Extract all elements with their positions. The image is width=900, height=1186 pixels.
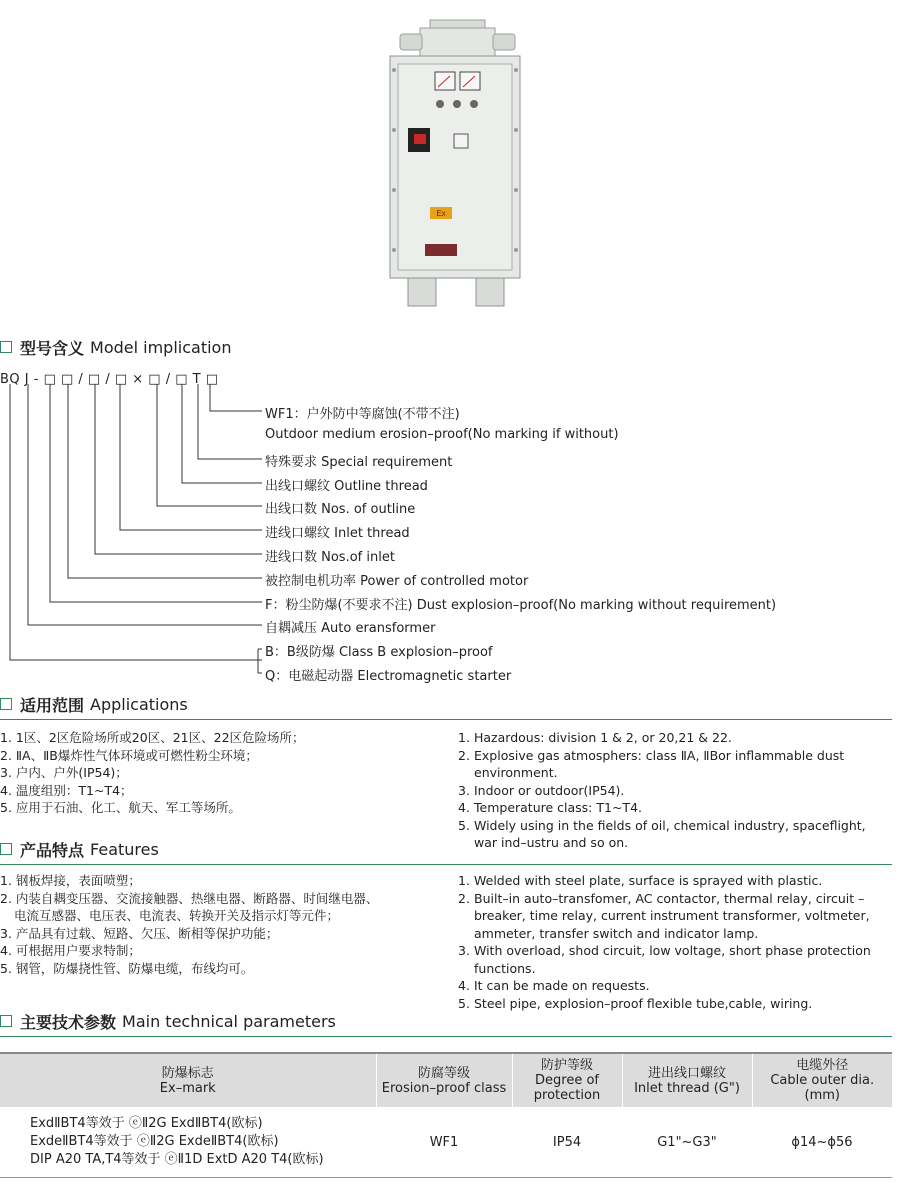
model-label-wf1-en: Outdoor medium erosion–proof(No marking if without) [265, 427, 619, 442]
list-item: 1. 钢板焊接，表面喷塑； [0, 873, 141, 888]
list-item: 4. 温度组别：T1~T4； [0, 782, 133, 798]
section-header-params [0, 1009, 336, 1033]
applications-en-list [458, 729, 892, 852]
table-cell-erosion: WF1 [376, 1107, 512, 1178]
table-row [0, 1107, 892, 1178]
list-item: 5. Steel pipe, explosion–proof flexible tube,cable, wiring. [458, 995, 813, 1011]
features-zh-list [0, 872, 440, 977]
table-header-cell: 进出线口螺纹 Inlet thread (G") [622, 1053, 752, 1107]
model-code: BQ J - □ □ / □ / □ × □ / □ T □ [0, 372, 219, 387]
model-label-auto: 自耦减压 Auto eransformer [265, 621, 436, 636]
list-item: 5. Widely using in the fields of oil, chemical industry, spaceflight, war ind–ustru and so on. [458, 817, 866, 850]
svg-text:Ex: Ex [436, 209, 446, 218]
table-cell-cable: ϕ14~ϕ56 [752, 1107, 892, 1178]
section-rule [0, 1036, 892, 1037]
list-item: 2. ⅡA、ⅡB爆炸性气体环境或可燃性粉尘环境； [0, 747, 258, 763]
section-title-en: Main technical parameters [122, 1011, 336, 1031]
table-cell-thread: G1"~G3" [622, 1107, 752, 1178]
list-item: 1. Welded with steel plate, surface is sprayed with plastic. [458, 873, 823, 888]
section-box-icon [0, 843, 12, 855]
model-label-power: 被控制电机功率 Power of controlled motor [265, 574, 529, 589]
section-title-zh: 主要技术参数 [20, 1012, 117, 1032]
section-box-icon [0, 1015, 12, 1027]
list-item: 4. Temperature class: T1~T4. [458, 800, 642, 815]
model-diagram [0, 384, 262, 674]
model-label-class-b: B：B级防爆 Class B explosion–proof [265, 645, 493, 660]
list-item: 3. Indoor or outdoor(IP54). [458, 782, 625, 798]
table-header-cell: 防爆标志 Ex–mark [0, 1053, 376, 1107]
params-table [0, 1052, 892, 1178]
model-label-inlet-nos: 进线口数 Nos.of inlet [265, 550, 395, 565]
model-label-inlet-thread: 进线口螺纹 Inlet thread [265, 526, 410, 541]
section-box-icon [0, 341, 12, 353]
list-item: 电流互感器、电压表、电流表、转换开关及指示灯等元件； [14, 908, 340, 923]
table-header-cell: 防腐等级 Erosion–proof class [376, 1053, 512, 1107]
model-label-special: 特殊要求 Special requirement [265, 455, 453, 470]
product-photo [380, 10, 530, 310]
table-cell-exmark: ExdⅡBT4等效于 ⓔⅡ2G ExdⅡBT4(欧标) ExdeⅡBT4等效于 ⓔⅡ2G ExdeⅡBT4(欧标) DIP A20 TA,T4等效于 ⓔⅡ1D ExtD A20 T4(欧标) [0, 1107, 376, 1178]
list-item: 5. 应用于石油、化工、航天、军工等场所。 [0, 800, 241, 815]
model-label-outline-nos: 出线口数 Nos. of outline [265, 502, 416, 517]
section-header-model [0, 335, 231, 359]
list-item: 2. Explosive gas atmosphers: class ⅡA, ⅡBor inflammable dust environment. [458, 747, 845, 780]
section-header-features [0, 837, 159, 861]
model-label-wf1: WF1：户外防中等腐蚀(不带不注) [265, 407, 460, 422]
section-rule [0, 719, 892, 720]
table-header-cell: 防护等级 Degree of protection [512, 1053, 622, 1107]
model-label-starter: Q：电磁起动器 Electromagnetic starter [265, 669, 512, 684]
list-item: 3. 产品具有过载、短路、欠压、断相等保护功能； [0, 925, 279, 941]
section-rule [0, 864, 892, 865]
applications-zh-list [0, 729, 440, 817]
table-cell-protection: IP54 [512, 1107, 622, 1178]
list-item: 2. 内装自耦变压器、交流接触器、热继电器、断路器、时间继电器、 [0, 890, 379, 906]
section-title-en: Model implication [90, 337, 232, 357]
model-label-outline-thread: 出线口螺纹 Outline thread [265, 479, 428, 494]
features-en-list [458, 872, 892, 1012]
section-box-icon [0, 698, 12, 710]
table-header-cell: 电缆外径 Cable outer dia.(mm) [752, 1053, 892, 1107]
section-title-zh: 型号含义 [20, 338, 85, 358]
list-item: 5. 钢管，防爆挠性管、防爆电缆，布线均可。 [0, 960, 254, 976]
section-title-en: Applications [90, 694, 188, 714]
section-title-en: Features [90, 839, 159, 859]
section-title-zh: 产品特点 [20, 840, 85, 860]
list-item: 3. 户内、户外(IP54)； [0, 765, 128, 780]
section-title-zh: 适用范围 [20, 695, 85, 715]
list-item: 3. With overload, shod circuit, low voltage, short phase protection functions. [458, 943, 871, 976]
list-item: 2. Built–in auto–transfomer, AC contactor, thermal relay, circuit –breaker, time relay, current instrument transformer, voltmeter, ammeter, transfer switch and indicator lamp. [458, 890, 870, 941]
section-header-applications [0, 692, 188, 716]
model-label-dust: F：粉尘防爆(不要求不注) Dust explosion–proof(No marking without requirement) [265, 598, 777, 613]
list-item: 4. It can be made on requests. [458, 978, 650, 993]
list-item: 4. 可根据用户要求特制； [0, 943, 141, 958]
table-header-row [0, 1053, 892, 1107]
list-item: 1. Hazardous: division 1 & 2, or 20,21 & 22. [458, 730, 732, 745]
list-item: 1. 1区、2区危险场所或20区、21区、22区危险场所； [0, 730, 305, 745]
